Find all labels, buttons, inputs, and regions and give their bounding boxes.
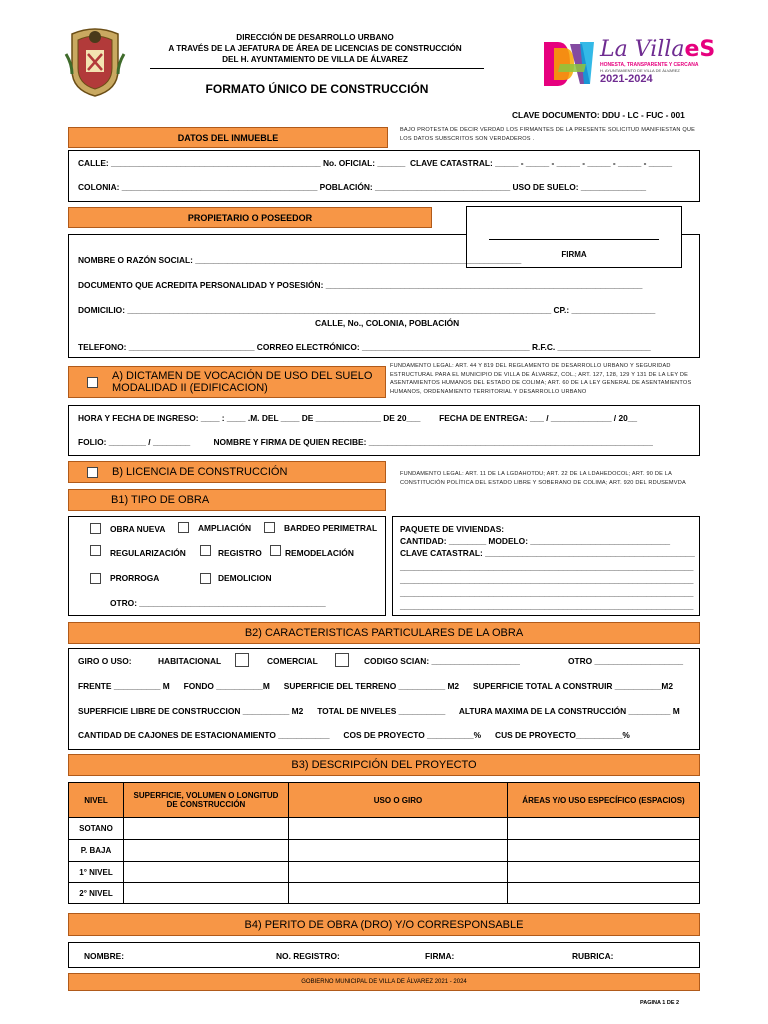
comercial-label: COMERCIAL xyxy=(267,656,318,666)
habitacional-label: HABITACIONAL xyxy=(158,656,222,666)
telefono-field[interactable]: TELEFONO: ___________________________ CORREO ELECTRÓNICO: ____________________________________ R.F.C. ____________________ xyxy=(78,342,651,352)
paquete-line-4[interactable]: _______________________________________________________________ xyxy=(400,601,694,611)
perito-nombre-label[interactable]: NOMBRE: xyxy=(84,951,125,961)
header-divider xyxy=(150,68,484,69)
calle-field[interactable]: CALLE: _____________________________________________ No. OFICIAL: ______ CLAVE CATASTRAL: _____ - _____ - _____ - _____ - _____ - _____ xyxy=(78,158,673,168)
obra-nueva-checkbox[interactable] xyxy=(90,523,101,534)
dictamen-checkbox[interactable] xyxy=(87,377,98,388)
row-nivel: P. BAJA xyxy=(69,840,124,862)
row-nivel: 2° NIVEL xyxy=(69,883,124,904)
bardeo-checkbox[interactable] xyxy=(264,522,275,533)
remodelacion-label: REMODELACIÓN xyxy=(285,548,354,558)
section-propietario: PROPIETARIO O POSEEDOR xyxy=(68,207,432,228)
prorroga-label: PRORROGA xyxy=(110,573,160,583)
col-superficie: SUPERFICIE, VOLUMEN O LONGITUD DE CONSTRUCCIÓN xyxy=(124,783,289,818)
paquete-line-1[interactable]: _______________________________________________________________ xyxy=(400,562,694,572)
licencia-checkbox[interactable] xyxy=(87,467,98,478)
folio-field[interactable]: FOLIO: ________ / ________ NOMBRE Y FIRMA DE QUIEN RECIBE: _____________________________________________________________ xyxy=(78,437,653,447)
cantidad-field[interactable]: CANTIDAD: ________ MODELO: ______________________________ xyxy=(400,536,671,546)
firma-label: FIRMA xyxy=(561,250,587,259)
footer-bar xyxy=(68,973,700,991)
registro-checkbox[interactable] xyxy=(200,545,211,556)
cajones-row[interactable]: CANTIDAD DE CAJONES DE ESTACIONAMIENTO ___________ COS DE PROYECTO __________% CUS DE PROYECTO__________% xyxy=(78,730,630,740)
superficie-libre-row[interactable]: SUPERFICIE LIBRE DE CONSTRUCCION __________ M2 TOTAL DE NIVELES __________ ALTURA MAXIMA DE LA CONSTRUCCIÓN _________ M xyxy=(78,706,680,716)
logo-subtitle: HONESTA, TRANSPARENTE Y CERCANA xyxy=(600,62,699,68)
giro-label: GIRO O USO: xyxy=(78,656,132,666)
section-dictamen xyxy=(68,366,386,398)
perito-firma-label[interactable]: FIRMA: xyxy=(425,951,455,961)
logo-text: La Villa xyxy=(600,37,685,62)
dictamen-legal: FUNDAMENTO LEGAL: ART. 44 Y 819 DEL REGLAMENTO DE DESARROLLO URBANO Y SEGURIDAD ESTRUCTURAL PARA EL MUNICIPIO DE VILLA DE ÁLVAREZ, COL.; ART. 127, 128, 129 Y 131 DE LA LEY DE ASENTAMIENTOS HUMANOS DEL ESTADO DE COLIMA; ART. 60 DE LA LEY GENERAL DE ASENTAMIENTOS HUMANOS, ORDENAMIENTO TERRITORIAL Y DESARROLLO URBANO xyxy=(390,363,692,395)
comercial-checkbox[interactable] xyxy=(335,653,349,667)
colonia-field[interactable]: COLONIA: __________________________________________ POBLACIÓN: _____________________________ USO DE SUELO: ______________ xyxy=(78,182,647,192)
domicilio-hint: CALLE, No., COLONIA, POBLACIÓN xyxy=(315,318,460,328)
paquete-line-3[interactable]: _______________________________________________________________ xyxy=(400,588,694,598)
licencia-title: B) LICENCIA DE CONSTRUCCIÓN xyxy=(112,466,288,478)
paquete-line-2[interactable]: _______________________________________________________________ xyxy=(400,575,694,585)
hora-fecha-field[interactable]: HORA Y FECHA DE INGRESO: ____ : ____ .M. DEL ____ DE ______________ DE 20___ FECHA DE ENTREGA: ___ / _____________ / 20__ xyxy=(78,413,638,423)
habitacional-checkbox[interactable] xyxy=(235,653,249,667)
regularizacion-label: REGULARIZACIÓN xyxy=(110,548,186,558)
col-uso: USO O GIRO xyxy=(289,783,508,818)
perito-title: B4) PERITO DE OBRA (DRO) Y/O CORRESPONSABLE xyxy=(244,918,524,931)
domicilio-field[interactable]: DOMICILIO: ___________________________________________________________________________________________ CP.: __________________ xyxy=(78,305,656,315)
descripcion-table xyxy=(68,782,700,904)
logo-es: eS xyxy=(684,37,716,62)
row-nivel: 1° NIVEL xyxy=(69,862,124,883)
tipo-obra-title: B1) TIPO DE OBRA xyxy=(111,494,210,506)
dictamen-title: A) DICTAMEN DE VOCACIÓN DE USO DEL SUELO xyxy=(112,370,373,382)
col-areas: ÁREAS Y/O USO ESPECÍFICO (ESPACIOS) xyxy=(508,783,700,818)
prorroga-checkbox[interactable] xyxy=(90,573,101,584)
remodelacion-checkbox[interactable] xyxy=(270,545,281,556)
header-line3: DEL H. AYUNTAMIENTO DE VILLA DE ÁLVAREZ xyxy=(222,55,408,64)
logo-years: 2021-2024 xyxy=(600,73,653,85)
descripcion-title: B3) DESCRIPCIÓN DEL PROYECTO xyxy=(291,759,477,771)
regularizacion-checkbox[interactable] xyxy=(90,545,101,556)
section-datos-inmueble: DATOS DEL INMUEBLE xyxy=(68,127,388,148)
clave-catastral-field[interactable]: CLAVE CATASTRAL: _____________________________________________ xyxy=(400,548,695,558)
demolicion-checkbox[interactable] xyxy=(200,573,211,584)
registro-label: REGISTRO xyxy=(218,548,262,558)
caracteristicas-title: B2) CARACTERISTICAS PARTICULARES DE LA OBRA xyxy=(244,627,524,639)
page-title: FORMATO ÚNICO DE CONSTRUCCIÓN xyxy=(205,82,429,96)
protesta-text: BAJO PROTESTA DE DECIR VERDAD LOS FIRMANTES DE LA PRESENTE SOLICITUD MANIFIESTAN QUE LOS DATOS SUBSCRITOS SON VERDADEROS . xyxy=(400,127,696,142)
otro-uso-field[interactable]: OTRO ___________________ xyxy=(568,656,684,666)
bardeo-label: BARDEO PERIMETRAL xyxy=(284,523,378,533)
header-line2: A TRAVÉS DE LA JEFATURA DE ÁREA DE LICENCIAS DE CONSTRUCCIÓN xyxy=(168,44,462,53)
section-caracteristicas xyxy=(68,622,700,644)
frente-fondo-row[interactable]: FRENTE __________ M FONDO __________M SUPERFICIE DEL TERRENO __________ M2 SUPERFICIE TOTAL A CONSTRUIR __________M2 xyxy=(78,681,674,691)
documento-field[interactable]: DOCUMENTO QUE ACREDITA PERSONALIDAD Y POSESIÓN: ____________________________________________________________________ xyxy=(78,280,643,290)
perito-registro-label[interactable]: NO. REGISTRO: xyxy=(276,951,340,961)
licencia-legal: FUNDAMENTO LEGAL: ART. 11 DE LA LGDAHOTDU; ART. 22 DE LA LDAHEDOCOL; ART. 90 DE LA CONSTITUCIÓN POLÍTICA DEL ESTADO LIBRE Y SOBERANO DE COLIMA; ART. 920 DEL RDUSEMVDA xyxy=(400,471,686,486)
obra-nueva-label: OBRA NUEVA xyxy=(110,524,166,534)
section-licencia xyxy=(68,461,386,483)
document-key: CLAVE DOCUMENTO: DDU - LC - FUC - 001 xyxy=(512,110,685,120)
dictamen-subtitle: MODALIDAD II (EDIFICACION) xyxy=(112,382,268,394)
page-number: PAGINA 1 DE 2 xyxy=(640,1000,680,1006)
demolicion-label: DEMOLICION xyxy=(218,573,272,583)
nombre-field[interactable]: NOMBRE O RAZÓN SOCIAL: ______________________________________________________________________ xyxy=(78,255,522,265)
otro-obra-field[interactable]: OTRO: ________________________________________ xyxy=(110,598,326,608)
footer-gobierno: GOBIERNO MUNICIPAL DE VILLA DE ÁLVAREZ 2021 - 2024 xyxy=(301,979,467,985)
ampliacion-label: AMPLIACIÓN xyxy=(198,523,252,533)
municipal-seal-icon xyxy=(64,24,126,98)
paquete-label: PAQUETE DE VIVIENDAS: xyxy=(400,524,505,534)
section-perito xyxy=(68,913,700,936)
col-nivel: NIVEL xyxy=(69,783,124,818)
section-descripcion xyxy=(68,754,700,776)
section-tipo-obra xyxy=(68,489,386,511)
ampliacion-checkbox[interactable] xyxy=(178,522,189,533)
logo-subtitle2: H. AYUNTAMIENTO DE VILLA DE ÁLVAREZ xyxy=(600,68,680,73)
header-line1: DIRECCIÓN DE DESARROLLO URBANO xyxy=(236,33,394,42)
row-nivel: SOTANO xyxy=(69,818,124,840)
la-villa-logo-icon xyxy=(540,38,598,90)
codigo-scian-field[interactable]: CODIGO SCIAN: ___________________ xyxy=(364,656,520,666)
perito-rubrica-label[interactable]: RUBRICA: xyxy=(572,951,614,961)
